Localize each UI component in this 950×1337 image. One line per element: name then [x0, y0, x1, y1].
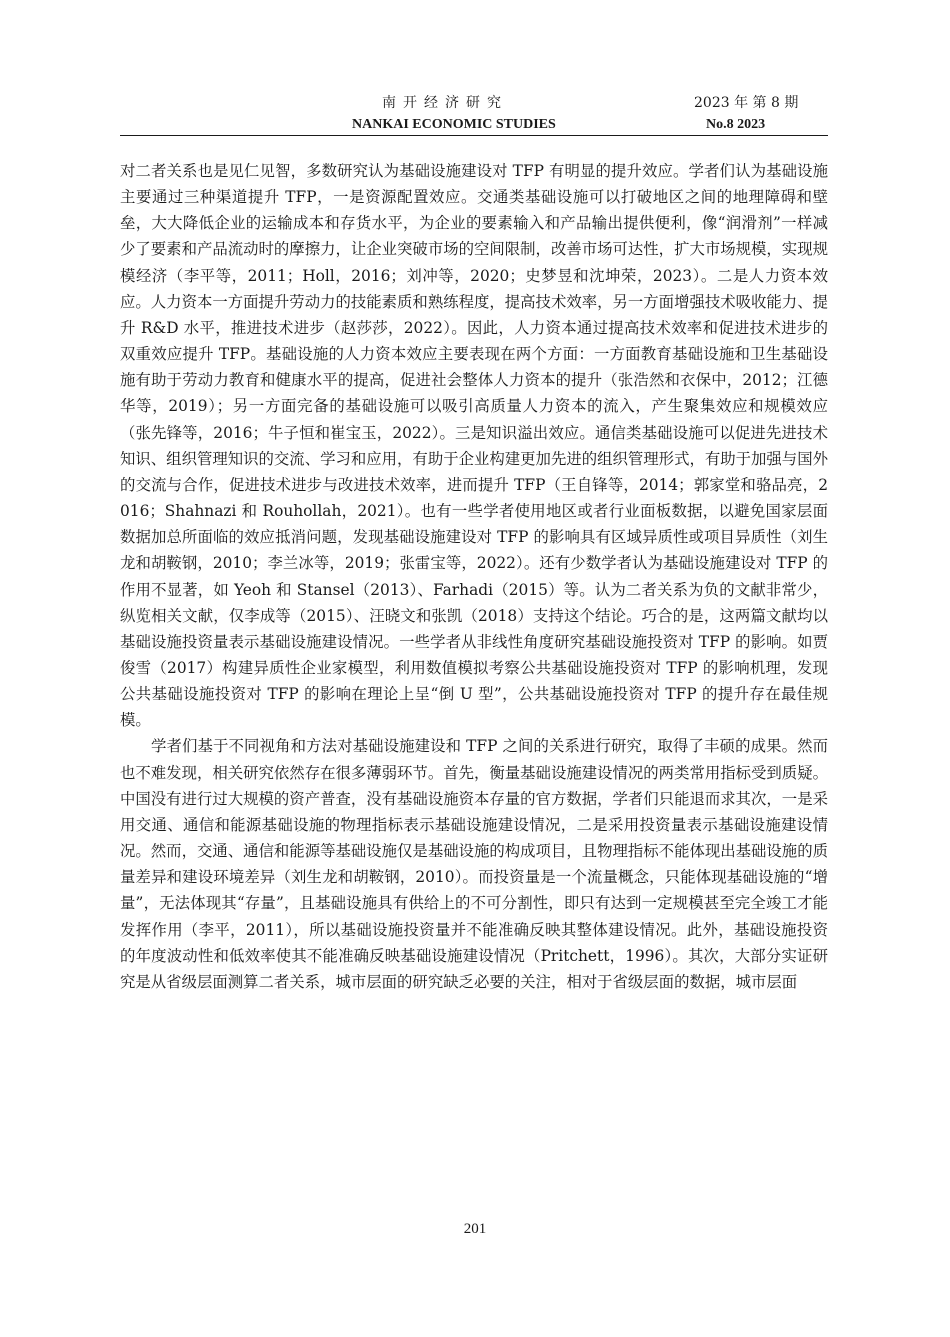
page-number: 201	[463, 1221, 487, 1237]
journal-title-en: NANKAI ECONOMIC STUDIES	[352, 117, 556, 132]
issue-label-en: No.8 2023	[706, 117, 766, 132]
header-rule	[120, 135, 828, 136]
issue-label-cn: 2023 年 第 8 期	[694, 95, 799, 111]
running-header	[120, 92, 828, 136]
article-body	[120, 158, 828, 1208]
journal-title-cn: 南开经济研究	[382, 95, 508, 111]
paragraph-2: 学者们基于不同视角和方法对基础设施建设和 TFP 之间的关系进行研究，取得了丰硕的成果。然而也不难发现，相关研究依然存在很多薄弱环节。首先，衡量基础设施建设情况的两类常用指标受到质疑。中国没有进行过大规模的资产普查，没有基础设施资本存量的官方数据，学者们只能退而求其次，一是采用交通、通信和能源基础设施的物理指标表示基础设施建设情况，二是采用投资量表示基础设施建设情况。然而，交通、通信和能源等基础设施仅是基础设施的构成项目，且物理指标不能体现出基础设施的质量差异和建设环境差异（刘生龙和胡鞍钢，2010）。而投资量是一个流量概念，只能体现基础设施的“增量”，无法体现其“存量”，且基础设施具有供给上的不可分割性，即只有达到一定规模甚至完全竣工才能发挥作用（李平，2011），所以基础设施投资量并不能准确反映其整体建设情况。此外，基础设施投资的年度波动性和低效率使其不能准确反映基础设施建设情况（Pritchett，1996）。其次，大部分实证研究是从省级层面测算二者关系，城市层面的研究缺乏必要的关注，相对于省级层面的数据，城市层面	[120, 737, 828, 991]
paragraph-1: 对二者关系也是见仁见智，多数研究认为基础设施建设对 TFP 有明显的提升效应。学者们认为基础设施主要通过三种渠道提升 TFP，一是资源配置效应。交通类基础设施可以打破地区之间的地理障碍和壁垒，大大降低企业的运输成本和存货水平，为企业的要素输入和产品输出提供便利，像“润滑剂”一样减少了要素和产品流动时的摩擦力，让企业突破市场的空间限制，改善市场可达性，扩大市场规模，实现规模经济（李平等，2011；Holl，2016；刘冲等，2020；史梦昱和沈坤荣，2023）。二是人力资本效应。人力资本一方面提升劳动力的技能素质和熟练程度，提高技术效率，另一方面增强技术吸收能力、提升 R&D 水平，推进技术进步（赵莎莎，2022）。因此，人力资本通过提高技术效率和促进技术进步的双重效应提升 TFP。基础设施的人力资本效应主要表现在两个方面：一方面教育基础设施和卫生基础设施有助于劳动力教育和健康水平的提高，促进社会整体人力资本的提升（张浩然和衣保中，2012；江德华等，2019）；另一方面完备的基础设施可以吸引高质量人力资本的流入，产生聚集效应和规模效应（张先锋等，2016；牛子恒和崔宝玉，2022）。三是知识溢出效应。通信类基础设施可以促进先进技术知识、组织管理知识的交流、学习和应用，有助于企业构建更加先进的组织管理形式，有助于加强与国外的交流与合作，促进技术进步与改进技术效率，进而提升 TFP（王自锋等，2014；郭家堂和骆品亮，2016；Shahnazi 和 Rouhollah，2021）。也有一些学者使用地区或者行业面板数据，以避免国家层面数据加总所面临的效应抵消问题，发现基础设施建设对 TFP 的影响具有区域异质性或项目异质性（刘生龙和胡鞍钢，2010；李兰冰等，2019；张雷宝等，2022）。还有少数学者认为基础设施建设对 TFP 的作用不显著，如 Yeoh 和 Stansel（2013）、Farhadi（2015）等。认为二者关系为负的文献非常少，纵览相关文献，仅李成等（2015）、汪晓文和张凯（2018）支持这个结论。巧合的是，这两篇文献均以基础设施投资量表示基础设施建设情况。一些学者从非线性角度研究基础设施投资对 TFP 的影响。如贾俊雪（2017）构建异质性企业家模型，利用数值模拟考察公共基础设施投资对 TFP 的影响机理，发现公共基础设施投资对 TFP 的影响在理论上呈“倒 U 型”，公共基础设施投资对 TFP 的提升存在最佳规模。	[120, 162, 828, 730]
